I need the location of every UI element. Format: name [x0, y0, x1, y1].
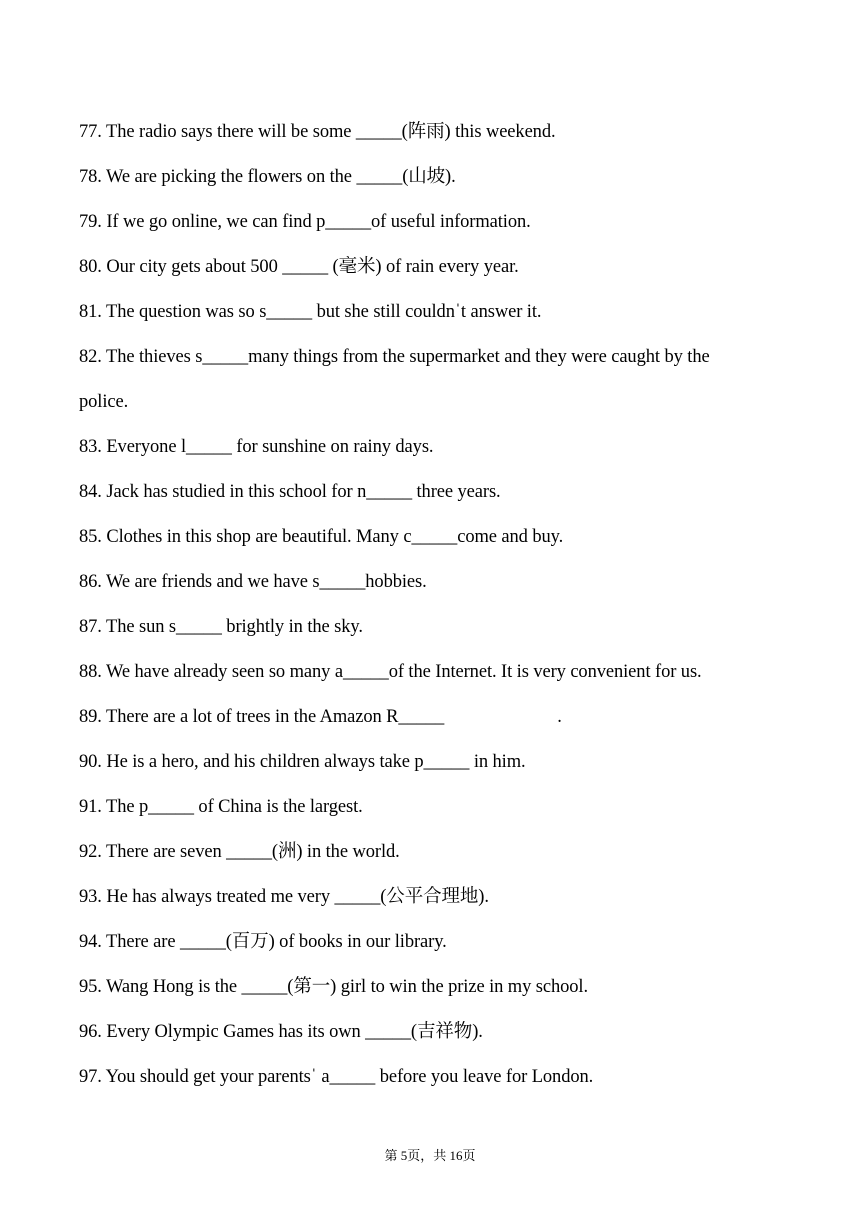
question-86: 86. We are friends and we have s_____hobbies.	[79, 572, 427, 592]
question-91: 91. The p_____ of China is the largest.	[79, 797, 363, 817]
question-96: 96. Every Olympic Games has its own _____(吉祥物).	[79, 1022, 483, 1042]
question-81: 81. The question was so s_____ but she still couldnˈt answer it.	[79, 302, 542, 322]
question-78: 78. We are picking the flowers on the _____(山坡).	[79, 167, 456, 187]
question-90: 90. He is a hero, and his children always take p_____ in him.	[79, 752, 526, 772]
question-82: 82. The thieves s_____many things from the supermarket and they were caught by the	[79, 347, 710, 367]
question-82-continuation: police.	[79, 392, 129, 412]
question-94: 94. There are _____(百万) of books in our library.	[79, 932, 447, 952]
question-85: 85. Clothes in this shop are beautiful. Many c_____come and buy.	[79, 527, 564, 547]
question-83: 83. Everyone l_____ for sunshine on rainy days.	[79, 437, 434, 457]
question-97: 97. You should get your parentsˈ a_____ before you leave for London.	[79, 1067, 594, 1087]
question-80: 80. Our city gets about 500 _____ (毫米) of rain every year.	[79, 257, 519, 277]
question-77: 77. The radio says there will be some _____(阵雨) this weekend.	[79, 122, 556, 142]
question-84: 84. Jack has studied in this school for n_____ three years.	[79, 482, 501, 502]
page-footer: 第 5页，共 16页	[384, 1148, 476, 1163]
question-79: 79. If we go online, we can find p_____of useful information.	[79, 212, 531, 232]
question-list	[79, 110, 799, 1100]
question-95: 95. Wang Hong is the _____(第一) girl to win the prize in my school.	[79, 977, 588, 997]
question-93: 93. He has always treated me very _____(公平合理地).	[79, 887, 489, 907]
question-92: 92. There are seven _____(洲) in the world.	[79, 842, 400, 862]
question-87: 87. The sun s_____ brightly in the sky.	[79, 617, 363, 637]
question-88: 88. We have already seen so many a_____of the Internet. It is very convenient for us.	[79, 662, 702, 682]
question-89: 89. There are a lot of trees in the Amazon R_____ .	[79, 707, 562, 727]
